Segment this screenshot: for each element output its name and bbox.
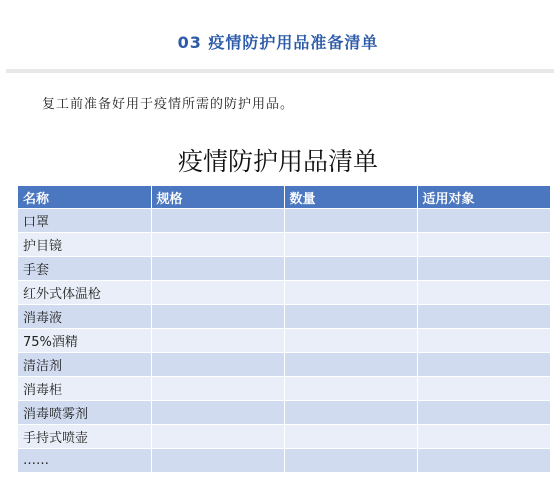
cell-quantity — [284, 353, 417, 377]
table-row — [18, 425, 550, 449]
cell-target — [417, 281, 550, 305]
table-row — [18, 353, 550, 377]
cell-quantity — [284, 305, 417, 329]
section-title: 03 疫情防护用品准备清单 — [177, 33, 379, 52]
cell-quantity — [284, 281, 417, 305]
cell-quantity — [284, 401, 417, 425]
cell-spec — [151, 401, 284, 425]
cell-name: 手套 — [18, 257, 151, 281]
cell-name: 清洁剂 — [18, 353, 151, 377]
cell-spec — [151, 377, 284, 401]
table-row — [18, 233, 550, 257]
intro-text: 复工前准备好用于疫情所需的防护用品。 — [42, 97, 295, 112]
cell-target — [417, 233, 550, 257]
cell-target — [417, 377, 550, 401]
cell-name: 消毒柜 — [18, 377, 151, 401]
table-header-row — [18, 186, 550, 209]
cell-name: …… — [18, 449, 151, 473]
cell-name: 手持式喷壶 — [18, 425, 151, 449]
cell-target — [417, 257, 550, 281]
cell-quantity — [284, 209, 417, 233]
column-header-quantity: 数量 — [284, 186, 417, 209]
section-header — [0, 0, 556, 72]
cell-name: 护目镜 — [18, 233, 151, 257]
cell-quantity — [284, 449, 417, 473]
table-row — [18, 257, 550, 281]
cell-quantity — [284, 377, 417, 401]
cell-spec — [151, 329, 284, 353]
table-row — [18, 449, 550, 473]
cell-target — [417, 353, 550, 377]
cell-quantity — [284, 233, 417, 257]
table-row — [18, 305, 550, 329]
section-divider — [6, 69, 554, 73]
cell-spec — [151, 209, 284, 233]
cell-target — [417, 449, 550, 473]
cell-target — [417, 401, 550, 425]
column-header-name: 名称 — [18, 186, 151, 209]
cell-target — [417, 329, 550, 353]
cell-spec — [151, 305, 284, 329]
table-row — [18, 377, 550, 401]
cell-spec — [151, 425, 284, 449]
table-row — [18, 401, 550, 425]
cell-name: 75%酒精 — [18, 329, 151, 353]
cell-name: 消毒液 — [18, 305, 151, 329]
cell-name: 消毒喷雾剂 — [18, 401, 151, 425]
cell-target — [417, 305, 550, 329]
table-row — [18, 329, 550, 353]
table-row — [18, 281, 550, 305]
column-header-target: 适用对象 — [417, 186, 550, 209]
cell-spec — [151, 257, 284, 281]
cell-spec — [151, 449, 284, 473]
table-row — [18, 209, 550, 233]
cell-target — [417, 209, 550, 233]
table-title: 疫情防护用品清单 — [177, 147, 378, 176]
cell-spec — [151, 353, 284, 377]
cell-quantity — [284, 329, 417, 353]
supplies-table — [18, 186, 550, 472]
column-header-spec: 规格 — [151, 186, 284, 209]
cell-quantity — [284, 425, 417, 449]
cell-name: 口罩 — [18, 209, 151, 233]
cell-name: 红外式体温枪 — [18, 281, 151, 305]
cell-spec — [151, 233, 284, 257]
cell-spec — [151, 281, 284, 305]
cell-quantity — [284, 257, 417, 281]
cell-target — [417, 425, 550, 449]
